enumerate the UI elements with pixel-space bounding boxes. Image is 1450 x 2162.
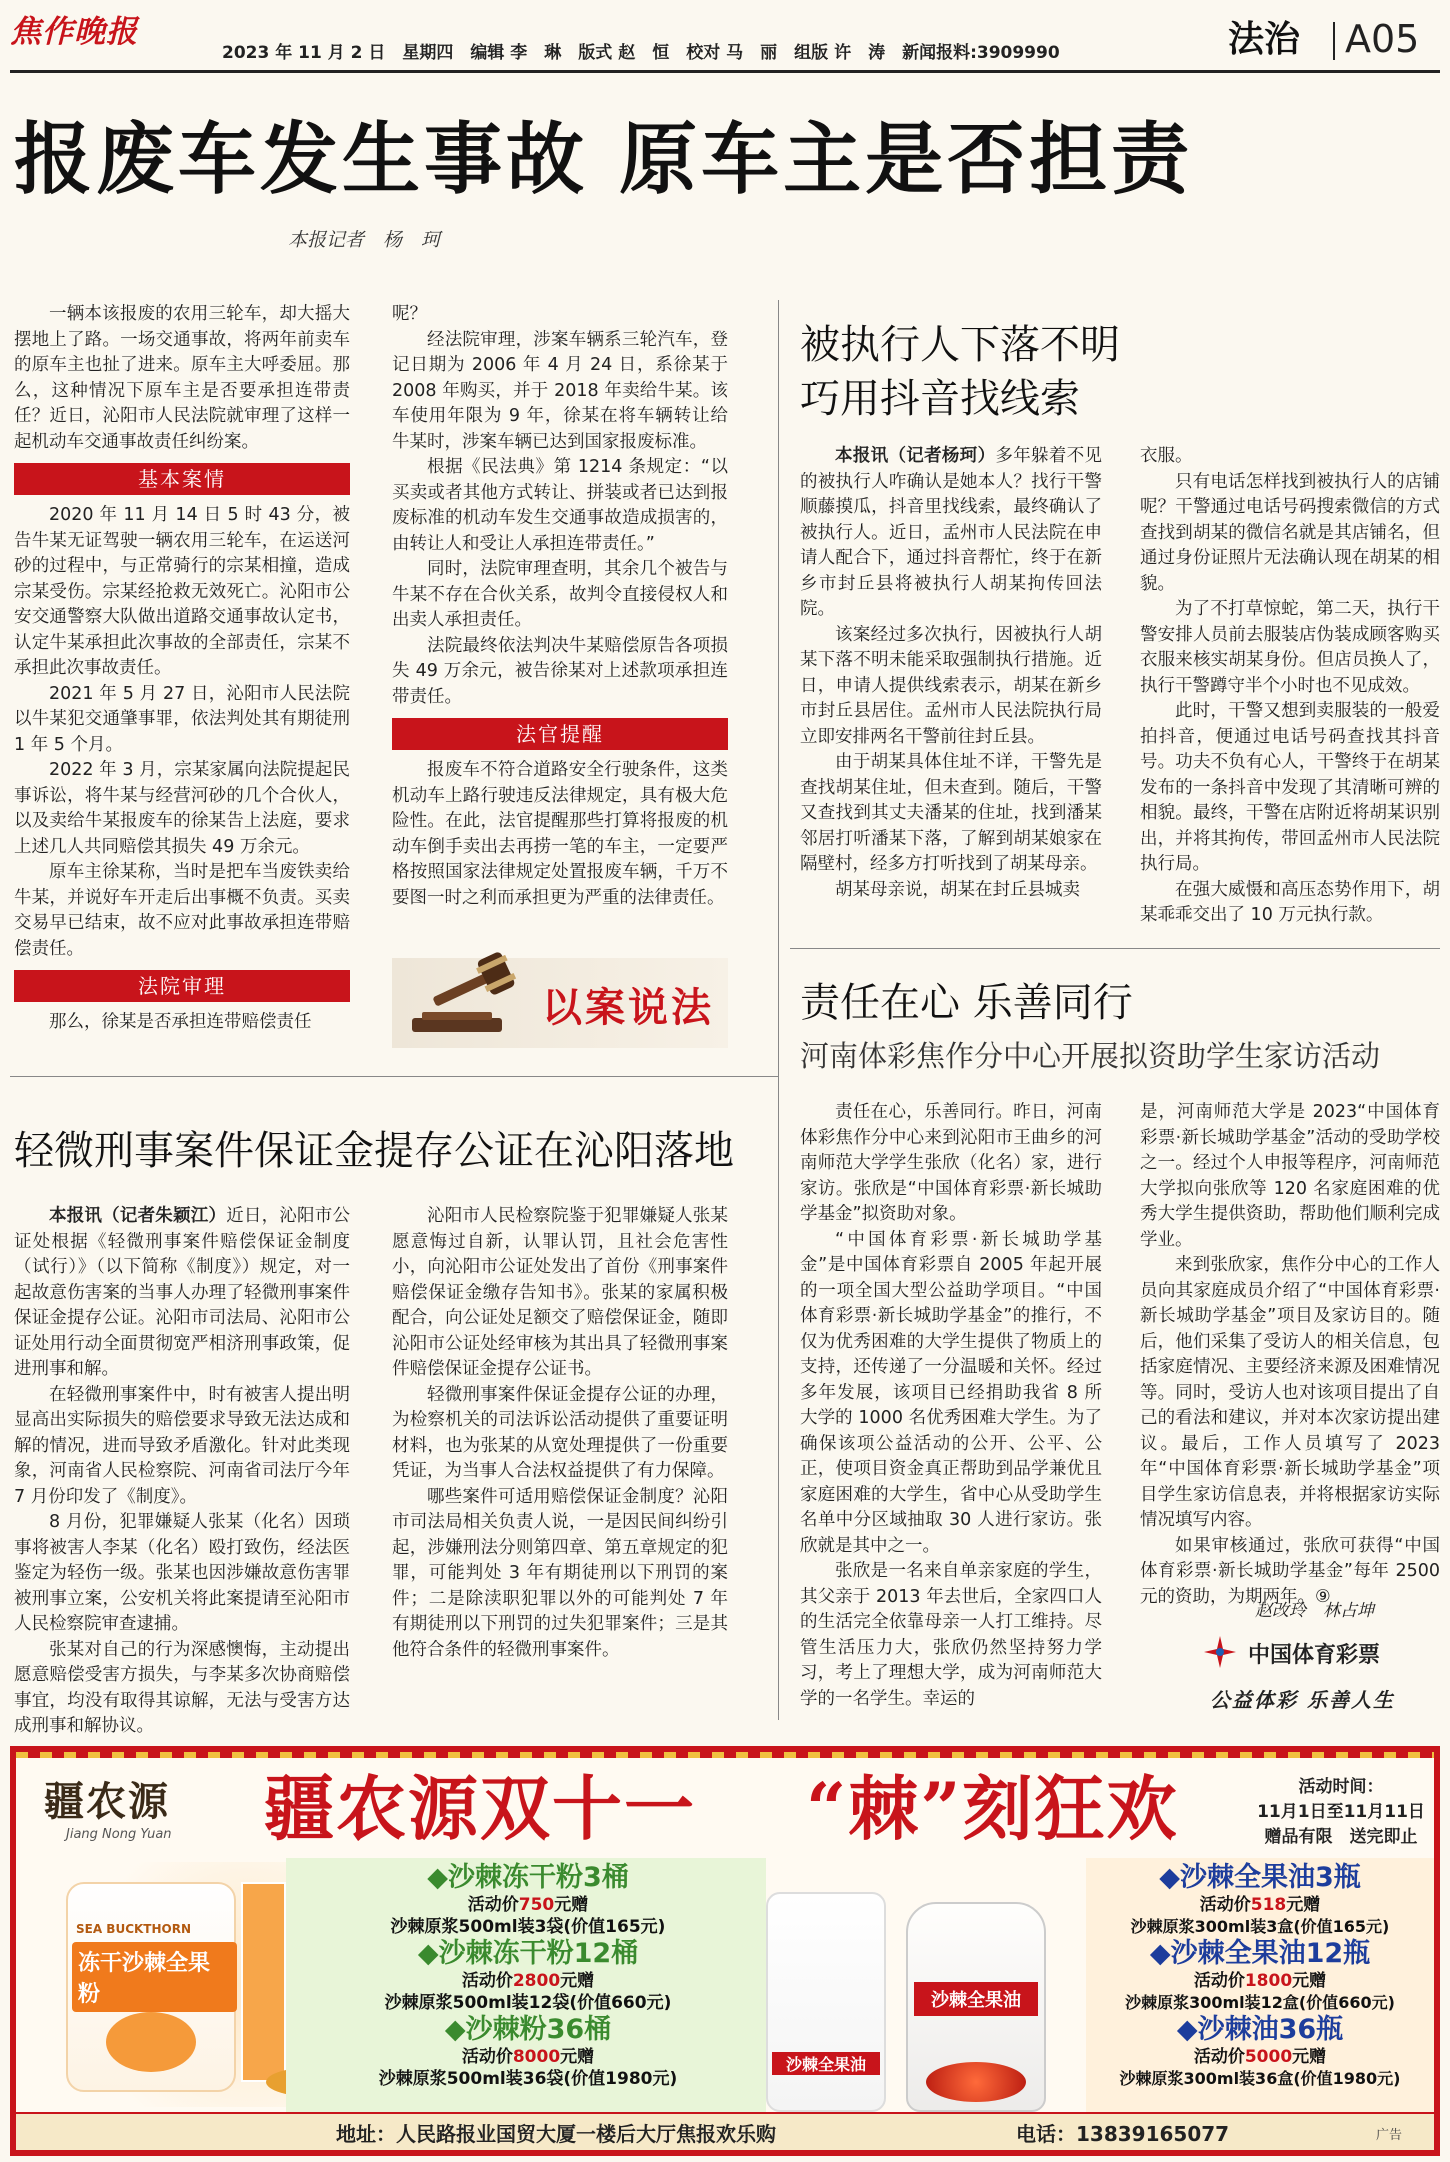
article3-headline: 轻微刑事案件保证金提存公证在沁阳落地 (14, 1128, 734, 1174)
ad-footer (16, 2112, 1434, 2150)
price: 1800 (1244, 1971, 1293, 1991)
article4-col1 (800, 1100, 1102, 1720)
price-post: 元赠 (560, 1971, 595, 1991)
ad-title-b: “棘”刻狂欢 (806, 1767, 1179, 1850)
paragraph: 张某对自己的行为深感懊悔，主动提出愿意赔偿受害方损失，与李某多次协商赔偿事宜，均没有取得其谅解，无法与受害方达成刑事和解协议。 (14, 1639, 350, 1736)
article4-headline: 责任在心 乐善同行 (800, 980, 1133, 1026)
price-pre: 活动价 (461, 1971, 513, 1991)
paragraph: 一辆本该报废的农用三轮车，却大摇大摆地上了路。一场交通事故，将两年前卖车的原车主也扯了进来。原车主大呼委屈。那么，这种情况下原车主是否要承担连带责任？近日，沁阳市人民法院就审理了这样一起机动车交通事故责任纠纷案。 (14, 304, 350, 452)
offer-name: ◆沙棘全果油3瓶 (1159, 1862, 1361, 1893)
ad-phone: 电话：13839165077 (1016, 2122, 1230, 2146)
offer-item (1086, 2014, 1434, 2090)
paragraph: 在强大威慑和高压态势作用下，胡某乖乖交出了 10 万元执行款。 (1140, 879, 1440, 925)
article4-byline: 赵改玲 林占坤 (1255, 1601, 1374, 1621)
offer-price (298, 2046, 758, 2068)
price-post: 元赠 (560, 2047, 595, 2067)
article3-col2 (392, 1204, 728, 1724)
price-pre: 活动价 (461, 2047, 513, 2067)
offer-name: ◆沙棘冻干粉12桶 (417, 1938, 639, 1969)
paragraph: 在轻微刑事案件中，时有被害人提出明显高出实际损失的赔偿要求导致无法达成和解的情况，进而导致矛盾激化。针对此类现象，河南省人民检察院、河南省司法厅今年 7 月份印发了《制度》。 (14, 1384, 350, 1507)
article3-col1 (14, 1204, 350, 1736)
offer-price (1086, 2046, 1434, 2068)
article2-col2 (1140, 444, 1440, 934)
ad-time-value: 11月1日至11月11日 (1257, 1802, 1425, 1822)
section-name: 法治 (1228, 18, 1301, 60)
article2-headline (800, 318, 1120, 426)
paragraph: 是，河南师范大学是 2023“中国体育彩票·新长城助学基金”活动的受助学校之一。经过个人申报等程序，河南师范大学拟向张欣等 120 名家庭困难的优秀大学生提供资助，帮助他们顺利完成学业。 (1140, 1102, 1440, 1250)
offer-price (298, 1894, 758, 1916)
price-pre: 活动价 (1193, 1971, 1245, 1991)
offer-price (1086, 1894, 1434, 1916)
gavel-icon (392, 958, 542, 1048)
offer-name: ◆沙棘冻干粉3桶 (427, 1862, 629, 1893)
product-right-image (756, 1862, 1086, 2122)
paragraph: 责任在心，乐善同行。昨日，河南体彩焦作分中心来到沁阳市王曲乡的河南师范大学学生张欣（化名）家，进行家访。张欣是“中国体育彩票·新长城助学基金”拟资助对象。 (800, 1102, 1102, 1224)
price-pre: 活动价 (1199, 1895, 1251, 1915)
product-right-bottle: 沙棘全果油 (914, 1982, 1038, 2016)
section-label-court-review: 法院审理 (14, 970, 350, 1002)
paragraph: 来到张欣家，焦作分中心的工作人员向其家庭成员介绍了“中国体育彩票·新长城助学基金”项目及家访目的。随后，他们采集了受访人的相关信息，包括家庭情况、主要经济来源及困难情况等。同时，受访人也对该项目提出了自己的看法和建议，并对本次家访提出建议。最后，工作人员填写了 2023 年“中国体育彩票·新长城助学基金”项目学生家访信息表，并将根据家访实际情况填写内容。 (1140, 1255, 1440, 1530)
offer-gift: 沙棘原浆300ml装3盒(价值165元) (1130, 1917, 1390, 1936)
product-left-label: SEA BUCKTHORN (76, 1922, 192, 1936)
offer-name: ◆沙棘粉36桶 (444, 2014, 612, 2045)
offer-name: ◆沙棘油36瓶 (1176, 2014, 1344, 2045)
offer-gift: 沙棘原浆500ml装12袋(价值660元) (384, 1993, 672, 2013)
offer-name: ◆沙棘全果油12瓶 (1149, 1938, 1371, 1969)
price: 8000 (512, 2047, 561, 2067)
paragraph: 张欣是一名来自单亲家庭的学生，其父亲于 2013 年去世后，全家四口人的生活完全依靠母亲一人打工维持。尽管生活压力大，张欣仍然坚持努力学习，考上了理想大学，成为河南师范大学的一名学生。幸运的 (800, 1561, 1102, 1709)
paragraph: 报废车不符合道路安全行驶条件，这类机动车上路行驶违反法律规定，具有极大危险性。在此，法官提醒那些打算将报废的机动车倒手卖出去再捞一笔的车主，一定要严格按照国家法律规定处置报废车辆，千万不要图一时之利而承担更为严重的法律责任。 (392, 760, 728, 908)
lottery-star-icon (1200, 1632, 1240, 1672)
price-pre: 活动价 (467, 1895, 519, 1915)
lottery-slogan: 公益体彩 乐善人生 (1210, 1688, 1395, 1712)
price-post: 元赠 (554, 1895, 589, 1915)
main-headline: 报废车发生事故 原车主是否担责 (14, 114, 1194, 205)
lead-reporter: （记者朱颖江） (102, 1206, 227, 1226)
paragraph: 轻微刑事案件保证金提存公证的办理，为检察机关的司法诉讼活动提供了重要证明材料，也为张某的从宽处理提供了一份重要凭证，为当事人合法权益提供了有力保障。 (392, 1384, 728, 1481)
paragraph: 那么，徐某是否承担连带赔偿责任 (49, 1012, 312, 1032)
badge-text: 以案说法 (542, 984, 714, 1031)
section-label-judge-reminder: 法官提醒 (392, 718, 728, 750)
offer-price (1086, 1970, 1434, 1992)
offer-item (298, 1938, 758, 2014)
ad-address: 地址：人民路报业国贸大厦一楼后大厅焦报欢乐购 (336, 2122, 776, 2146)
ad-time-block (1256, 1772, 1426, 1847)
lottery-logo (1200, 1632, 1440, 1672)
offer-item (298, 1862, 758, 1938)
ad-label: 广告 (1376, 2128, 1403, 2143)
paragraph (14, 1204, 350, 1383)
ad-time-label: 活动时间： (1298, 1777, 1384, 1797)
lead-text: 多年躲着不见的被执行人咋确认是她本人？找行干警顺藤摸瓜，抖音里找线索，最终确认了被执行人。近日，孟州市人民法院在申请人配合下，通过抖音帮忙，终于在新乡市封丘县将被执行人胡某拘传回法院。 (800, 446, 1103, 619)
offers-mid (298, 1862, 758, 2090)
paragraph: 由于胡某具体住址不详，干警先是查找胡某住址，但未查到。随后，干警又查找到其丈夫潘某的住址，找到潘某邻居打听潘某下落，了解到胡某娘家在隔壁村，经多方打听找到了胡某母亲。 (800, 752, 1102, 874)
paragraph: “中国体育彩票·新长城助学基金”是中国体育彩票自 2005 年起开展的一项全国大型公益助学项目。“中国体育彩票·新长城助学基金”的推行，不仅为优秀困难的大学生提供了物质上的支持，还传递了一分温暖和关怀。经过多年发展，该项目已经捐助我省 8 所大学的 1000 名优秀困难大学生。为了确保该项公益活动的公开、公平、公正，使项目资金真正帮助到品学兼优且家庭困难的大学生，省中心从受助学生名单中分区域抽取 30 人进行家访。张欣就是其中之一。 (800, 1229, 1102, 1556)
ad-title-a: 疆农源双十一 (264, 1767, 696, 1850)
main-article-col1 (14, 302, 350, 1068)
page-number: A05 (1345, 17, 1420, 61)
offer-price (298, 1970, 758, 1992)
offer-item (1086, 1862, 1434, 1938)
masthead-logo (10, 12, 155, 52)
paragraph: 此时，干警又想到卖服装的一般爱拍抖音，便通过电话号码查找其抖音号。功夫不负有心人，干警终于在胡某发布的一条抖音中发现了其清晰可辨的相貌。最终，干警在店附近将胡某识别出，并将其拘传，带回孟州市人民法院执行局。 (1140, 701, 1440, 874)
offer-gift: 沙棘原浆300ml装12盒(价值660元) (1125, 1993, 1395, 2012)
offers-right (1086, 1862, 1434, 2090)
paragraph: 哪些案件可适用赔偿保证金制度？沁阳市司法局相关负责人说，一是因民间纠纷引起，涉嫌刑法分则第四章、第五章规定的犯罪，可能判处 3 年有期徒刑以下刑罚的案件；二是除渎职犯罪以外的可能判处 7 年有期徒刑以下刑罚的过失犯罪案件；三是其他符合条件的轻微刑事案件。 (392, 1486, 728, 1660)
product-right-box: 沙棘全果油 (772, 2052, 880, 2075)
paragraph: 只有电话怎样找到被执行人的店铺呢？干警通过电话号码搜索微信的方式查找到胡某的微信名就是其店铺名，但通过身份证照片无法确认现在胡某的相貌。 (1140, 471, 1440, 594)
paragraph: 同时，法院审理查明，其余几个被告与牛某不存在合伙关系，故判令直接侵权人和出卖人承担责任。 (392, 559, 728, 630)
paragraph: 法院最终依法判决牛某赔偿原告各项损失 49 万余元，被告徐某对上述款项承担连带责任。 (392, 635, 728, 707)
paragraph: 经法院审理，涉案车辆系三轮汽车，登记日期为 2006 年 4 月 24 日，系徐某于 2008 年购买，并于 2018 年卖给牛某。该车使用年限为 9 年，徐某在将车辆转让给牛某时，涉案车辆已达到国家报废标准。 (392, 329, 728, 452)
price: 2800 (512, 1971, 561, 1991)
advertisement (10, 1746, 1440, 2156)
product-left-name: 冻干沙棘全果粉 (72, 1942, 237, 2012)
paragraph: 8 月份，犯罪嫌疑人张某（化名）因琐事将被害人李某（化名）殴打致伤，经法医鉴定为轻伤一级。张某也因涉嫌故意伤害罪被刑事立案，公安机关将此案提请至沁阳市人民检察院审查逮捕。 (14, 1512, 350, 1634)
header-info: 2023 年 11 月 2 日 星期四 编辑 李 琳 版式 赵 恒 校对 马 丽 组版 许 涛 新闻报料:3909990 (222, 43, 1060, 63)
paragraph: 呢？ (392, 304, 427, 324)
price: 518 (1250, 1895, 1287, 1915)
paragraph: 原车主徐某称，当时是把车当废铁卖给牛某，并说好车开走后出事概不负责。买卖交易早已结束，故不应对此事故承担连带赔偿责任。 (14, 862, 350, 959)
offer-item (1086, 1938, 1434, 2014)
paragraph: 衣服。 (1140, 446, 1193, 466)
offer-gift: 沙棘原浆500ml装36袋(价值1980元) (378, 2069, 678, 2089)
case-law-badge (392, 958, 728, 1048)
main-article-col2 (392, 302, 728, 942)
paragraph: 胡某母亲说，胡某在封丘县城卖 (835, 879, 1080, 900)
offer-gift: 沙棘原浆500ml装3袋(价值165元) (390, 1917, 666, 1937)
article4-subhead: 河南体彩焦作分中心开展拟资助学生家访活动 (800, 1039, 1381, 1073)
price: 750 (518, 1895, 555, 1915)
ad-brand-pinyin: Jiang Nong Yuan (66, 1827, 172, 1842)
paragraph: 2021 年 5 月 27 日，沁阳市人民法院以牛某犯交通肇事罪，依法判处其有期徒刑 1 年 5 个月。 (14, 683, 350, 755)
paragraph: 如果审核通过，张欣可获得“中国体育彩票·新长城助学基金”每年 2500 元的资助，为期两年。⑨ (1140, 1535, 1440, 1607)
paper-name: 焦作晚报 (10, 14, 138, 50)
offer-item (298, 2014, 758, 2090)
price-post: 元赠 (1286, 1895, 1321, 1915)
lottery-name: 中国体育彩票 (1248, 1643, 1381, 1668)
headline-line2: 巧用抖音找线索 (800, 376, 1080, 422)
offer-gift: 沙棘原浆300ml装36盒(价值1980元) (1119, 2069, 1401, 2088)
paragraph (800, 444, 1102, 623)
article4-col2 (1140, 1100, 1440, 1607)
price-pre: 活动价 (1193, 2047, 1245, 2067)
lead-text: 近日，沁阳市公证处根据《轻微刑事案件赔偿保证金制度（试行）》（以下简称《制度》）规定，对一起故意伤害案的当事人办理了轻微刑事案件保证金提存公证。沁阳市司法局、沁阳市公证处用行动全面贯彻宽严相济刑事政策，促进刑事和解。 (14, 1206, 350, 1379)
section-label-basic-facts: 基本案情 (14, 463, 350, 495)
lead-tag: 本报讯 (835, 446, 889, 466)
ad-brand-logo (44, 1770, 244, 1850)
headline-line1: 被执行人下落不明 (800, 322, 1120, 368)
price: 5000 (1244, 2047, 1293, 2067)
paragraph: 该案经过多次执行，因被执行人胡某下落不明未能采取强制执行措施。近日，申请人提供线索表示，胡某在新乡市封丘县居住。孟州市人民法院执行局立即安排两名干警前往封丘县。 (800, 624, 1102, 747)
lead-tag: 本报讯 (49, 1206, 103, 1226)
price-post: 元赠 (1292, 2047, 1327, 2067)
paragraph: 沁阳市人民检察院鉴于犯罪嫌疑人张某愿意悔过自新，认罪认罚，且社会危害性小，向沁阳市公证处发出了首份《刑事案件赔偿保证金缴存告知书》。张某的家属积极配合，向公证处足额交了赔偿保证金，随即沁阳市公证处经审核为其出具了轻微刑事案件赔偿保证金提存公证书。 (392, 1206, 728, 1379)
paragraph: 2020 年 11 月 14 日 5 时 43 分，被告牛某无证驾驶一辆农用三轮车，在运送河砂的过程中，与正常骑行的宗某相撞，造成宗某受伤。宗某经抢救无效死亡。沁阳市公安交通警察大队做出道路交通事故认定书，认定牛某承担此次事故的全部责任，宗某不承担此次事故责任。 (14, 505, 350, 678)
ad-gift-note: 赠品有限 送完即止 (1264, 1827, 1418, 1847)
ad-brand-name: 疆农源 (44, 1778, 170, 1825)
price-post: 元赠 (1292, 1971, 1327, 1991)
paragraph: 为了不打草惊蛇，第二天，执行干警安排人员前去服装店伪装成顾客购买衣服来核实胡某身份。但店员换人了，执行干警蹲守半个小时也不见成效。 (1140, 599, 1440, 696)
main-byline: 本报记者 杨 珂 (288, 229, 441, 251)
paragraph: 根据《民法典》第 1214 条规定：“以买卖或者其他方式转让、拼装或者已达到报废标准的机动车发生交通事故造成损害的，由转让人和受让人承担连带责任。” (392, 457, 728, 554)
lead-reporter: （记者杨珂） (888, 446, 996, 466)
paragraph: 2022 年 3 月，宗某家属向法院提起民事诉讼，将牛某与经营河砂的几个合伙人，以及卖给牛某报废车的徐某告上法庭，要求上述几人共同赔偿其损失 49 万余元。 (14, 760, 350, 857)
article2-col1 (800, 444, 1102, 934)
